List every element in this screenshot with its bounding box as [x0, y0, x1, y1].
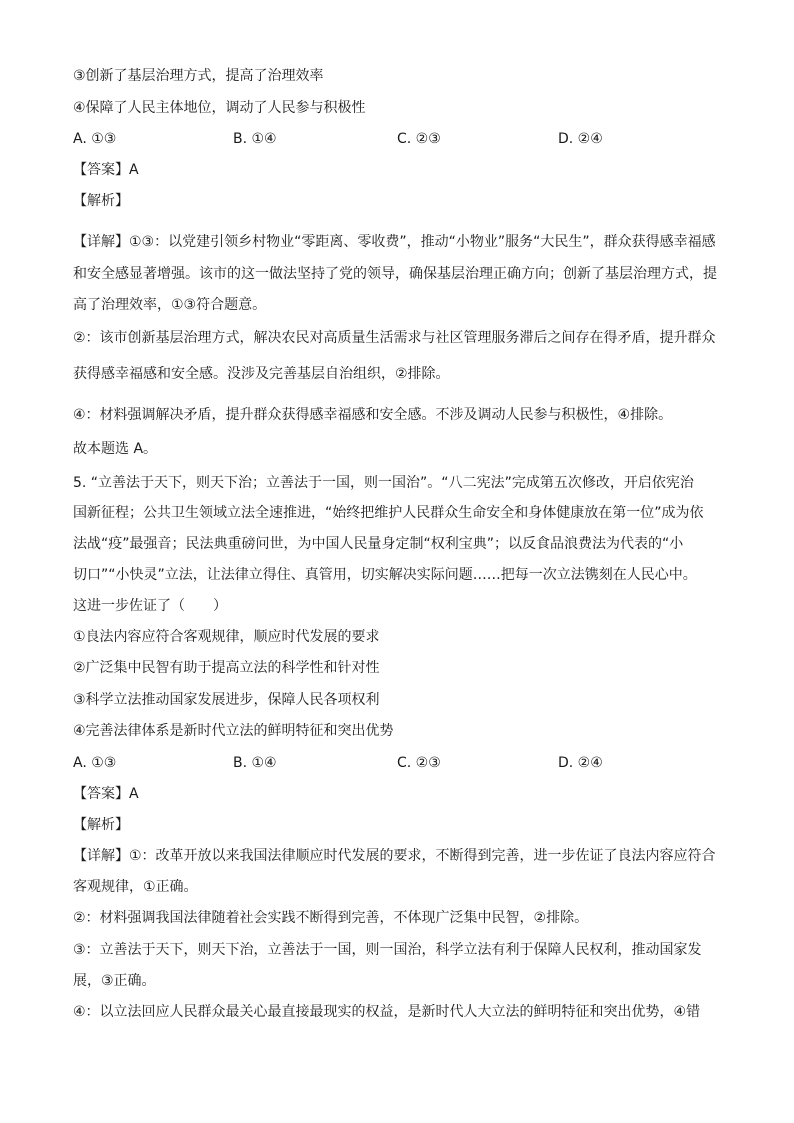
- q4-conclusion: 故本题选 A。: [73, 441, 158, 457]
- q4-detail-line-5: 获得感幸福感和安全感。没涉及完善基层自治组织，②排除。: [73, 366, 450, 382]
- q4-option-b: B. ①④: [233, 131, 277, 147]
- q4-options: [73, 129, 713, 149]
- q5-stem-line-5: 这进一步佐证了（ ）: [73, 598, 227, 614]
- q5-stem-line-4: 切口”“小快灵”立法，让法律立得住、真管用，切实解决实际问题……把每一次立法镌刻在人民心中。: [73, 567, 697, 583]
- q5-item-3: ③科学立法推动国家发展进步，保障人民各项权利: [73, 692, 380, 708]
- answer-tag: 【答案】: [73, 786, 129, 802]
- q5-detail-line-2: 客观规律，①正确。: [73, 879, 198, 895]
- q4-item-4: ④保障了人民主体地位，调动了人民参与积极性: [73, 100, 366, 116]
- q4-detail-line-3: 高了治理效率，①③符合题意。: [73, 297, 267, 313]
- q5-stem-line-2: 国新征程；公共卫生领域立法全速推进，“始终把维护人民群众生命安全和身体健康放在第一位”成为依: [73, 505, 704, 521]
- q5-option-d: D. ②④: [558, 755, 603, 771]
- answer-value: A: [129, 786, 139, 802]
- q5-detail-line-6: ④：以立法回应人民群众最关心最直接最现实的权益，是新时代人大立法的鲜明特征和突出优势，④错: [73, 1004, 701, 1020]
- q5-detail-line-1: [73, 846, 716, 866]
- q5-option-a: A. ①③: [73, 755, 117, 771]
- q4-analysis-tag: 【解析】: [73, 193, 129, 209]
- q4-answer: [73, 160, 139, 180]
- q4-option-a: A. ①③: [73, 131, 117, 147]
- q5-item-1: ①良法内容应符合客观规律，顺应时代发展的要求: [73, 629, 380, 645]
- q5-item-4: ④完善法律体系是新时代立法的鲜明特征和突出优势: [73, 723, 394, 739]
- q5-answer: [73, 784, 139, 804]
- detail-tag: 【详解】: [73, 848, 129, 864]
- answer-value: A: [129, 162, 139, 178]
- q4-item-3: ③创新了基层治理方式，提高了治理效率: [73, 68, 324, 84]
- q5-options: [73, 753, 713, 773]
- detail-text: ①③：以党建引领乡村物业“零距离、零收费”，推动“小物业”服务“大民生”，群众获得感幸福感: [129, 234, 716, 250]
- q4-detail-line-4: ②：该市创新基层治理方式，解决农民对高质量生活需求与社区管理服务滞后之间存在得矛盾，提升群众: [73, 330, 716, 346]
- q5-stem-line-1: 5. “立善法于天下，则天下治；立善法于一国，则一国治”。“八二宪法”完成第五次修改，开启依宪治: [73, 475, 694, 491]
- q5-item-2: ②广泛集中民智有助于提高立法的科学性和针对性: [73, 660, 380, 676]
- q4-detail-line-2: 和安全感显著增强。该市的这一做法坚持了党的领导，确保基层治理正确方向；创新了基层治理方式，提: [73, 266, 717, 282]
- q4-option-c: C. ②③: [397, 131, 441, 147]
- q5-analysis-tag: 【解析】: [73, 817, 129, 833]
- detail-tag: 【详解】: [73, 234, 129, 250]
- q5-option-c: C. ②③: [397, 755, 441, 771]
- q5-detail-line-3: ②：材料强调我国法律随着社会实践不断得到完善，不体现广泛集中民智，②排除。: [73, 910, 589, 926]
- detail-text: ①：改革开放以来我国法律顺应时代发展的要求，不断得到完善，进一步佐证了良法内容应符合: [129, 848, 716, 864]
- answer-tag: 【答案】: [73, 162, 129, 178]
- q5-detail-line-4: ③：立善法于天下，则天下治，立善法于一国，则一国治，科学立法有利于保障人民权利，推动国家发: [73, 942, 702, 958]
- q5-option-b: B. ①④: [233, 755, 277, 771]
- q5-stem-line-3: 法战“疫”最强音；民法典重磅问世，为中国人民量身定制“权利宝典”；以反食品浪费法为代表的“小: [73, 536, 684, 552]
- q4-detail-line-6: ④：材料强调解决矛盾，提升群众获得感幸福感和安全感。不涉及调动人民参与积极性，④排除。: [73, 407, 673, 423]
- q5-detail-line-5: 展，③正确。: [73, 973, 156, 989]
- q4-detail-line-1: [73, 232, 716, 252]
- q4-option-d: D. ②④: [558, 131, 603, 147]
